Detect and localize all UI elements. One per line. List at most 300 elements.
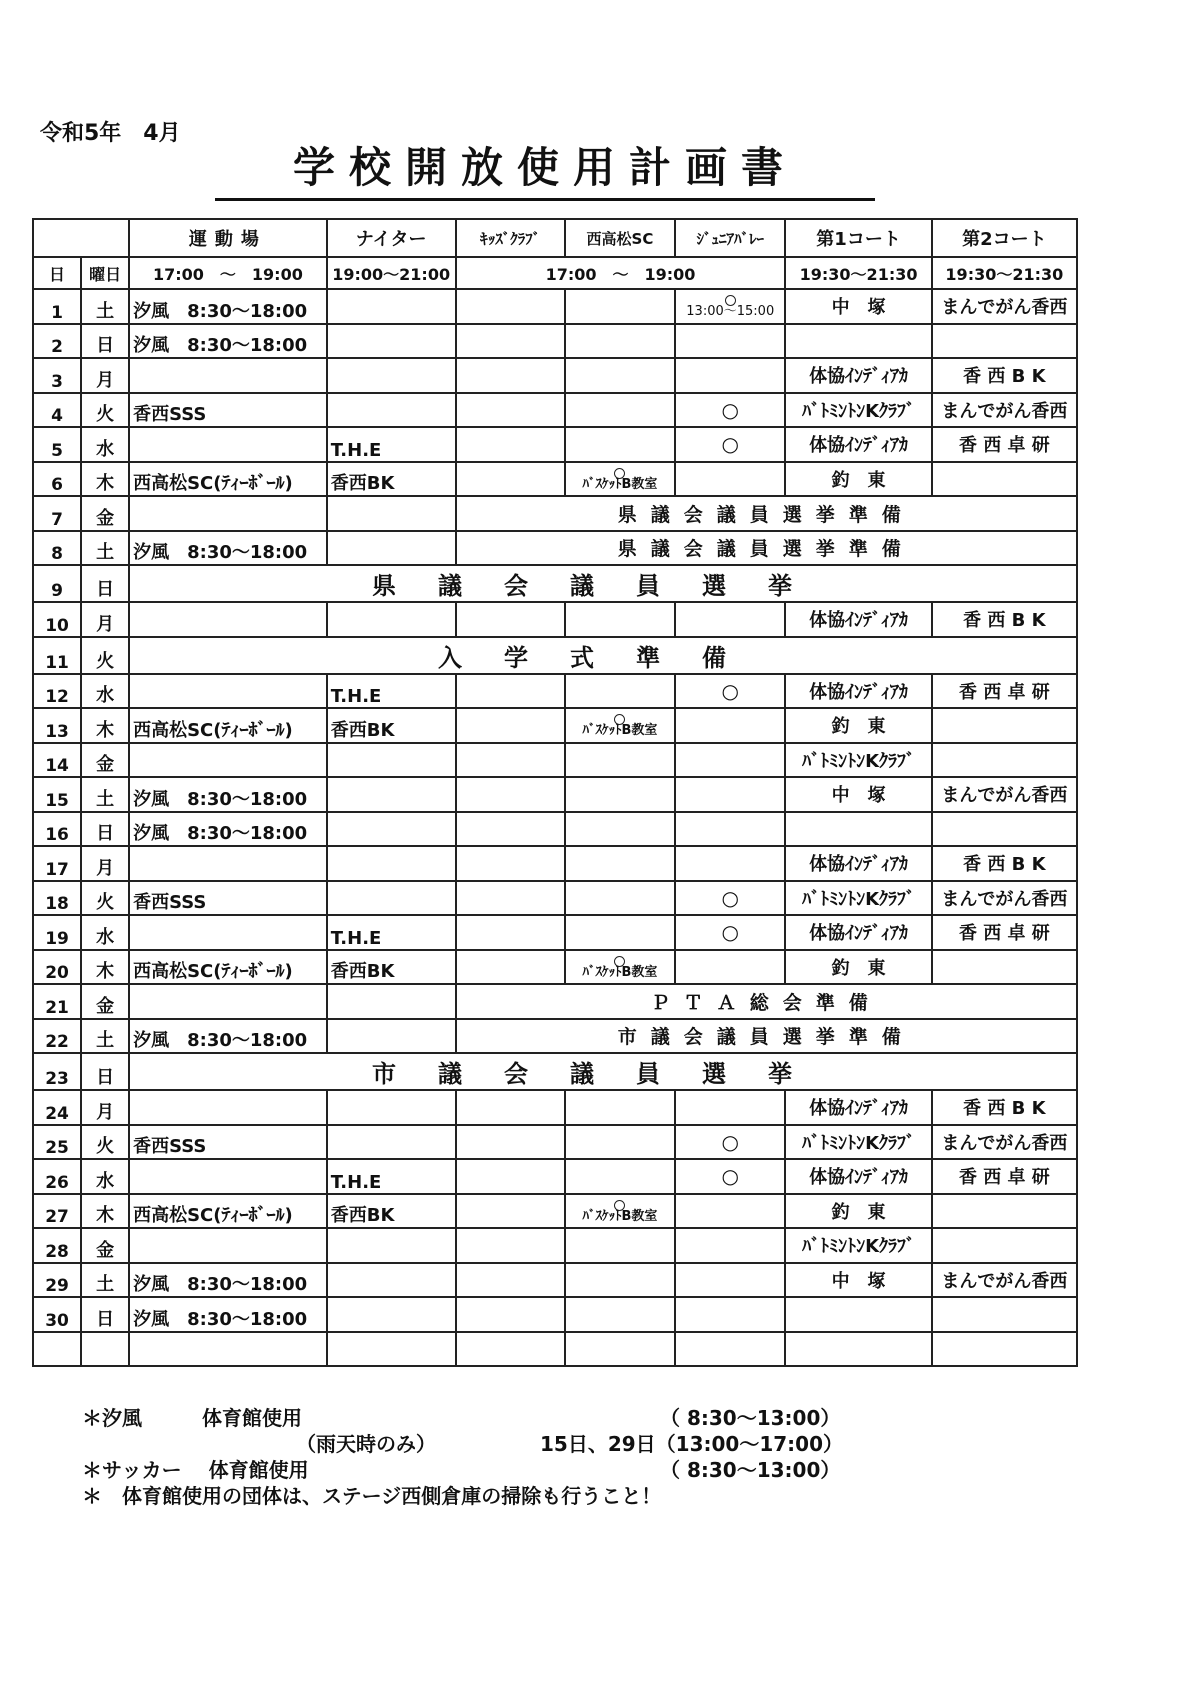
ground-cell: 汐風 8:30～18:00 bbox=[129, 1019, 327, 1054]
kids-club-cell bbox=[456, 1228, 565, 1263]
day-cell: 13 bbox=[33, 708, 81, 743]
ground-cell: 汐風 8:30～18:00 bbox=[129, 324, 327, 359]
day-cell: 6 bbox=[33, 462, 81, 497]
junior-volley-cell bbox=[675, 881, 785, 916]
court2-cell: 香 西 卓 研 bbox=[932, 427, 1077, 462]
nighter-cell bbox=[327, 324, 456, 359]
nighter-cell bbox=[327, 1125, 456, 1160]
ground-cell bbox=[129, 496, 327, 531]
table-row bbox=[33, 1159, 1077, 1194]
kids-club-cell bbox=[456, 1263, 565, 1298]
nighter-cell: T.H.E bbox=[327, 674, 456, 709]
sc-cell bbox=[565, 289, 675, 324]
table-row bbox=[33, 1297, 1077, 1332]
column-header: 西高松SC bbox=[565, 219, 675, 257]
sc-cell bbox=[565, 950, 675, 985]
nighter-cell: 香西BK bbox=[327, 950, 456, 985]
weekday-cell: 金 bbox=[81, 984, 129, 1019]
table-row bbox=[33, 674, 1077, 709]
weekday-cell: 火 bbox=[81, 1125, 129, 1160]
court2-cell: 香 西 B K bbox=[932, 358, 1077, 393]
table-row bbox=[33, 1263, 1077, 1298]
sc-cell bbox=[565, 1297, 675, 1332]
weekday-cell: 土 bbox=[81, 289, 129, 324]
court1-cell: 体協ｲﾝﾃﾞｨｱｶ bbox=[785, 915, 931, 950]
day-cell: 28 bbox=[33, 1228, 81, 1263]
ground-cell: 西高松SC(ﾃｨｰﾎﾞｰﾙ) bbox=[129, 950, 327, 985]
circle-mark: ○ bbox=[721, 1164, 739, 1189]
sc-cell bbox=[565, 812, 675, 847]
ground-cell: 汐風 8:30～18:00 bbox=[129, 531, 327, 566]
court2-time-header: 19:30～21:30 bbox=[932, 257, 1077, 289]
table-row bbox=[33, 393, 1077, 428]
day-cell: 10 bbox=[33, 602, 81, 637]
column-header-row bbox=[33, 219, 1077, 257]
ground-cell: 汐風 8:30～18:00 bbox=[129, 289, 327, 324]
day-cell: 4 bbox=[33, 393, 81, 428]
court1-cell: 体協ｲﾝﾃﾞｨｱｶ bbox=[785, 427, 931, 462]
basketball-class bbox=[569, 1200, 671, 1222]
day-cell: 30 bbox=[33, 1297, 81, 1332]
kids-club-cell bbox=[456, 777, 565, 812]
weekday-cell: 日 bbox=[81, 1053, 129, 1090]
weekday-cell: 土 bbox=[81, 1263, 129, 1298]
court1-cell: 中 塚 bbox=[785, 289, 931, 324]
nighter-cell: 香西BK bbox=[327, 708, 456, 743]
day-cell: 12 bbox=[33, 674, 81, 709]
sc-label: ﾊﾞｽｹｯﾄB教室 bbox=[582, 476, 658, 492]
table-row bbox=[33, 881, 1077, 916]
event-cell: 入学式準備 bbox=[129, 637, 1077, 674]
weekday-cell: 木 bbox=[81, 1194, 129, 1229]
event-cell: 市議会議員選挙準備 bbox=[456, 1019, 1077, 1054]
column-header: 第1コート bbox=[785, 219, 931, 257]
junior-volley-cell bbox=[675, 462, 785, 497]
junior-volley-cell bbox=[675, 743, 785, 778]
weekday-cell: 火 bbox=[81, 637, 129, 674]
nighter-time-header: 19:00～21:00 bbox=[327, 257, 456, 289]
court1-time-header: 19:30～21:30 bbox=[785, 257, 931, 289]
day-cell: 17 bbox=[33, 846, 81, 881]
note-row bbox=[82, 1483, 942, 1509]
kids-club-cell bbox=[456, 1194, 565, 1229]
court2-cell bbox=[932, 1194, 1077, 1229]
sc-label: ﾊﾞｽｹｯﾄB教室 bbox=[582, 723, 658, 739]
sc-label: ﾊﾞｽｹｯﾄB教室 bbox=[582, 1208, 658, 1224]
ground-cell: 香西SSS bbox=[129, 393, 327, 428]
notes-section bbox=[82, 1405, 942, 1509]
table-row bbox=[33, 289, 1077, 324]
day-header: 日 bbox=[33, 257, 81, 289]
plan-period: 令和5年 4月 bbox=[40, 121, 181, 146]
ground-cell: 香西SSS bbox=[129, 881, 327, 916]
court1-cell bbox=[785, 1297, 931, 1332]
nighter-cell: T.H.E bbox=[327, 1159, 456, 1194]
nighter-cell bbox=[327, 777, 456, 812]
sc-cell bbox=[565, 1090, 675, 1125]
table-row bbox=[33, 1090, 1077, 1125]
day-cell: 25 bbox=[33, 1125, 81, 1160]
junior-volley-cell bbox=[675, 708, 785, 743]
day-cell: 2 bbox=[33, 324, 81, 359]
table-row bbox=[33, 531, 1077, 566]
kids-club-cell bbox=[456, 674, 565, 709]
nighter-cell: 香西BK bbox=[327, 1194, 456, 1229]
day-cell: 26 bbox=[33, 1159, 81, 1194]
nighter-cell bbox=[327, 496, 456, 531]
weekday-cell: 木 bbox=[81, 462, 129, 497]
junior-volley-cell bbox=[675, 915, 785, 950]
court2-cell bbox=[932, 462, 1077, 497]
weekday-cell: 水 bbox=[81, 674, 129, 709]
ground-cell bbox=[129, 674, 327, 709]
sc-cell bbox=[565, 324, 675, 359]
day-cell: 5 bbox=[33, 427, 81, 462]
court2-cell: まんでがん香西 bbox=[932, 1125, 1077, 1160]
junior-volley-cell bbox=[675, 1090, 785, 1125]
ground-cell bbox=[129, 427, 327, 462]
weekday-cell: 火 bbox=[81, 393, 129, 428]
court1-cell: 中 塚 bbox=[785, 1263, 931, 1298]
table-row bbox=[33, 565, 1077, 602]
court1-cell: 体協ｲﾝﾃﾞｨｱｶ bbox=[785, 674, 931, 709]
table-row bbox=[33, 637, 1077, 674]
sc-cell bbox=[565, 846, 675, 881]
ground-cell bbox=[129, 1159, 327, 1194]
table-row bbox=[33, 708, 1077, 743]
court1-cell bbox=[785, 324, 931, 359]
table-row bbox=[33, 1125, 1077, 1160]
ground-cell: 西高松SC(ﾃｨｰﾎﾞｰﾙ) bbox=[129, 462, 327, 497]
court2-cell: 香 西 卓 研 bbox=[932, 915, 1077, 950]
circle-mark: ○ bbox=[721, 397, 739, 422]
nighter-cell bbox=[327, 358, 456, 393]
junior-volley-cell bbox=[675, 1297, 785, 1332]
day-cell: 1 bbox=[33, 289, 81, 324]
court1-cell: 体協ｲﾝﾃﾞｨｱｶ bbox=[785, 602, 931, 637]
ground-cell: 汐風 8:30～18:00 bbox=[129, 1263, 327, 1298]
day-cell: 8 bbox=[33, 531, 81, 566]
court2-cell bbox=[932, 324, 1077, 359]
day-cell: 23 bbox=[33, 1053, 81, 1090]
weekday-cell: 木 bbox=[81, 708, 129, 743]
court1-cell: 釣 東 bbox=[785, 950, 931, 985]
nighter-cell bbox=[327, 531, 456, 566]
weekday-cell: 土 bbox=[81, 1019, 129, 1054]
sc-cell bbox=[565, 743, 675, 778]
nighter-cell bbox=[327, 846, 456, 881]
day-cell bbox=[33, 1332, 81, 1367]
circle-mark: ○ bbox=[721, 885, 739, 910]
court2-cell: 香 西 卓 研 bbox=[932, 674, 1077, 709]
court2-cell bbox=[932, 1297, 1077, 1332]
day-cell: 24 bbox=[33, 1090, 81, 1125]
sc-cell bbox=[565, 1159, 675, 1194]
table-row bbox=[33, 812, 1077, 847]
court2-cell bbox=[932, 1228, 1077, 1263]
ground-cell bbox=[129, 915, 327, 950]
note-row bbox=[82, 1431, 942, 1457]
day-cell: 29 bbox=[33, 1263, 81, 1298]
junior-volley-cell bbox=[675, 1194, 785, 1229]
nighter-cell bbox=[327, 1019, 456, 1054]
table-row bbox=[33, 462, 1077, 497]
court1-cell: 釣 東 bbox=[785, 708, 931, 743]
weekday-cell: 月 bbox=[81, 358, 129, 393]
note-row bbox=[82, 1405, 942, 1431]
club-time-header: 17:00 ～ 19:00 bbox=[456, 257, 786, 289]
weekday-cell: 火 bbox=[81, 881, 129, 916]
table-row bbox=[33, 915, 1077, 950]
weekday-cell: 月 bbox=[81, 846, 129, 881]
day-cell: 14 bbox=[33, 743, 81, 778]
court2-cell: 香 西 卓 研 bbox=[932, 1159, 1077, 1194]
day-cell: 22 bbox=[33, 1019, 81, 1054]
sc-cell bbox=[565, 1263, 675, 1298]
column-header: ｷｯｽﾞｸﾗﾌﾞ bbox=[456, 219, 565, 257]
nighter-cell bbox=[327, 1297, 456, 1332]
table-row bbox=[33, 743, 1077, 778]
table-row bbox=[33, 496, 1077, 531]
court1-cell: 体協ｲﾝﾃﾞｨｱｶ bbox=[785, 1090, 931, 1125]
day-cell: 21 bbox=[33, 984, 81, 1019]
nighter-cell: T.H.E bbox=[327, 915, 456, 950]
kids-club-cell bbox=[456, 289, 565, 324]
column-header: ナイター bbox=[327, 219, 456, 257]
circle-mark: ○ bbox=[721, 1129, 739, 1154]
court1-cell: 釣 東 bbox=[785, 1194, 931, 1229]
table-row bbox=[33, 358, 1077, 393]
event-cell: 市議会議員選挙 bbox=[129, 1053, 1077, 1090]
kids-club-cell bbox=[456, 881, 565, 916]
ground-cell bbox=[129, 984, 327, 1019]
nighter-cell bbox=[327, 602, 456, 637]
weekday-cell: 土 bbox=[81, 531, 129, 566]
nighter-cell bbox=[327, 743, 456, 778]
ground-cell bbox=[129, 846, 327, 881]
note-row bbox=[82, 1457, 942, 1483]
circle-mark: ○ bbox=[721, 678, 739, 703]
court2-cell: まんでがん香西 bbox=[932, 1263, 1077, 1298]
weekday-cell: 日 bbox=[81, 812, 129, 847]
court1-cell: 体協ｲﾝﾃﾞｨｱｶ bbox=[785, 1159, 931, 1194]
weekday-cell: 木 bbox=[81, 950, 129, 985]
kids-club-cell bbox=[456, 602, 565, 637]
table-row bbox=[33, 1053, 1077, 1090]
nighter-cell bbox=[327, 393, 456, 428]
junior-volley-cell bbox=[675, 393, 785, 428]
sc-cell bbox=[565, 915, 675, 950]
sc-cell bbox=[565, 427, 675, 462]
nighter-cell bbox=[327, 1228, 456, 1263]
court1-cell bbox=[785, 812, 931, 847]
junior-volley-cell bbox=[675, 1159, 785, 1194]
junior-volley-cell bbox=[675, 602, 785, 637]
kids-club-cell bbox=[456, 393, 565, 428]
sc-cell bbox=[565, 393, 675, 428]
kids-club-cell bbox=[456, 708, 565, 743]
kids-club-cell bbox=[456, 915, 565, 950]
note-time: 15日、29日（13:00～17:00） bbox=[540, 1432, 843, 1456]
kids-club-cell bbox=[456, 1297, 565, 1332]
kids-club-cell bbox=[456, 1332, 565, 1367]
weekday-cell: 月 bbox=[81, 602, 129, 637]
event-cell: 県議会議員選挙 bbox=[129, 565, 1077, 602]
table-row bbox=[33, 427, 1077, 462]
weekday-cell: 金 bbox=[81, 496, 129, 531]
nighter-cell bbox=[327, 289, 456, 324]
junior-volley-cell bbox=[675, 289, 785, 324]
junior-volley-cell bbox=[675, 324, 785, 359]
court1-cell: 中 塚 bbox=[785, 777, 931, 812]
junior-volley-cell bbox=[675, 846, 785, 881]
court1-cell: ﾊﾞﾄﾐﾝﾄﾝKｸﾗﾌﾞ bbox=[785, 1125, 931, 1160]
kids-club-cell bbox=[456, 427, 565, 462]
sc-cell bbox=[565, 1125, 675, 1160]
ground-cell: 西高松SC(ﾃｨｰﾎﾞｰﾙ) bbox=[129, 1194, 327, 1229]
court2-cell bbox=[932, 1332, 1077, 1367]
sc-cell bbox=[565, 1228, 675, 1263]
court2-cell: まんでがん香西 bbox=[932, 289, 1077, 324]
table-row bbox=[33, 846, 1077, 881]
day-cell: 15 bbox=[33, 777, 81, 812]
circle-mark: ○ bbox=[721, 432, 739, 457]
note-time: （ 8:30～13:00） bbox=[660, 1406, 841, 1430]
nighter-cell bbox=[327, 1090, 456, 1125]
table-row bbox=[33, 950, 1077, 985]
note-subtext: （雨天時のみ） bbox=[296, 1432, 436, 1456]
sc-cell bbox=[565, 777, 675, 812]
day-cell: 7 bbox=[33, 496, 81, 531]
day-cell: 20 bbox=[33, 950, 81, 985]
court2-cell: まんでがん香西 bbox=[932, 393, 1077, 428]
header-blank-cell bbox=[33, 219, 129, 257]
junior-session bbox=[679, 295, 781, 320]
sc-cell bbox=[565, 1332, 675, 1367]
day-cell: 27 bbox=[33, 1194, 81, 1229]
court2-cell: 香 西 B K bbox=[932, 602, 1077, 637]
court2-cell bbox=[932, 743, 1077, 778]
table-row bbox=[33, 777, 1077, 812]
basketball-class bbox=[569, 714, 671, 739]
ground-time-header: 17:00 ～ 19:00 bbox=[129, 257, 327, 289]
table-row bbox=[33, 602, 1077, 637]
junior-volley-cell bbox=[675, 358, 785, 393]
court2-cell: 香 西 B K bbox=[932, 846, 1077, 881]
nighter-cell bbox=[327, 984, 456, 1019]
note-text: ＊ 体育館使用の団体は、ステージ西側倉庫の掃除も行うこと！ bbox=[82, 1484, 662, 1508]
court1-cell: 体協ｲﾝﾃﾞｨｱｶ bbox=[785, 846, 931, 881]
weekday-header: 曜日 bbox=[81, 257, 129, 289]
note-label: ＊汐風 体育館使用 bbox=[82, 1406, 302, 1430]
table-row bbox=[33, 1194, 1077, 1229]
court1-cell: ﾊﾞﾄﾐﾝﾄﾝKｸﾗﾌﾞ bbox=[785, 881, 931, 916]
kids-club-cell bbox=[456, 1159, 565, 1194]
table-row bbox=[33, 1019, 1077, 1054]
note-label: ＊サッカー 体育館使用 bbox=[82, 1458, 309, 1482]
nighter-cell: 香西BK bbox=[327, 462, 456, 497]
junior-volley-cell bbox=[675, 674, 785, 709]
court2-cell: まんでがん香西 bbox=[932, 881, 1077, 916]
kids-club-cell bbox=[456, 1090, 565, 1125]
sc-cell bbox=[565, 358, 675, 393]
nighter-cell bbox=[327, 881, 456, 916]
table-row bbox=[33, 1332, 1077, 1367]
kids-club-cell bbox=[456, 324, 565, 359]
column-header: 運動場 bbox=[129, 219, 327, 257]
weekday-cell: 水 bbox=[81, 915, 129, 950]
time-header-row bbox=[33, 257, 1077, 289]
day-cell: 3 bbox=[33, 358, 81, 393]
ground-cell bbox=[129, 1332, 327, 1367]
sc-cell bbox=[565, 881, 675, 916]
ground-cell bbox=[129, 358, 327, 393]
weekday-cell bbox=[81, 1332, 129, 1367]
event-cell: 県議会議員選挙準備 bbox=[456, 496, 1077, 531]
nighter-cell bbox=[327, 1332, 456, 1367]
sc-cell bbox=[565, 602, 675, 637]
court1-cell: 釣 東 bbox=[785, 462, 931, 497]
page-title: 学校開放使用計画書 bbox=[215, 140, 875, 201]
kids-club-cell bbox=[456, 1125, 565, 1160]
day-cell: 19 bbox=[33, 915, 81, 950]
ground-cell bbox=[129, 1090, 327, 1125]
sc-label: ﾊﾞｽｹｯﾄB教室 bbox=[582, 964, 658, 980]
junior-volley-cell bbox=[675, 812, 785, 847]
court1-cell: 体協ｲﾝﾃﾞｨｱｶ bbox=[785, 358, 931, 393]
court1-cell bbox=[785, 1332, 931, 1367]
court1-cell: ﾊﾞﾄﾐﾝﾄﾝKｸﾗﾌﾞ bbox=[785, 743, 931, 778]
kids-club-cell bbox=[456, 950, 565, 985]
court1-cell: ﾊﾞﾄﾐﾝﾄﾝKｸﾗﾌﾞ bbox=[785, 1228, 931, 1263]
day-cell: 16 bbox=[33, 812, 81, 847]
sc-cell bbox=[565, 674, 675, 709]
basketball-class bbox=[569, 956, 671, 978]
nighter-cell: T.H.E bbox=[327, 427, 456, 462]
ground-cell bbox=[129, 602, 327, 637]
ground-cell: 汐風 8:30～18:00 bbox=[129, 1297, 327, 1332]
court2-cell bbox=[932, 708, 1077, 743]
junior-volley-cell bbox=[675, 427, 785, 462]
junior-volley-cell bbox=[675, 1228, 785, 1263]
court2-cell: 香 西 B K bbox=[932, 1090, 1077, 1125]
event-cell: ＰＴＡ総会準備 bbox=[456, 984, 1077, 1019]
weekday-cell: 日 bbox=[81, 324, 129, 359]
schedule-table bbox=[32, 218, 1078, 1367]
ground-cell bbox=[129, 743, 327, 778]
nighter-cell bbox=[327, 812, 456, 847]
weekday-cell: 日 bbox=[81, 1297, 129, 1332]
weekday-cell: 土 bbox=[81, 777, 129, 812]
table-row bbox=[33, 1228, 1077, 1263]
note-time: （ 8:30～13:00） bbox=[660, 1458, 841, 1482]
event-cell: 県議会議員選挙準備 bbox=[456, 531, 1077, 566]
court2-cell bbox=[932, 812, 1077, 847]
kids-club-cell bbox=[456, 743, 565, 778]
day-cell: 9 bbox=[33, 565, 81, 602]
weekday-cell: 水 bbox=[81, 1159, 129, 1194]
weekday-cell: 月 bbox=[81, 1090, 129, 1125]
ground-cell: 西高松SC(ﾃｨｰﾎﾞｰﾙ) bbox=[129, 708, 327, 743]
sc-cell bbox=[565, 708, 675, 743]
circle-mark: ○ bbox=[721, 920, 739, 945]
court2-cell bbox=[932, 950, 1077, 985]
junior-volley-cell bbox=[675, 950, 785, 985]
weekday-cell: 金 bbox=[81, 1228, 129, 1263]
junior-volley-cell bbox=[675, 777, 785, 812]
nighter-cell bbox=[327, 1263, 456, 1298]
kids-club-cell bbox=[456, 846, 565, 881]
